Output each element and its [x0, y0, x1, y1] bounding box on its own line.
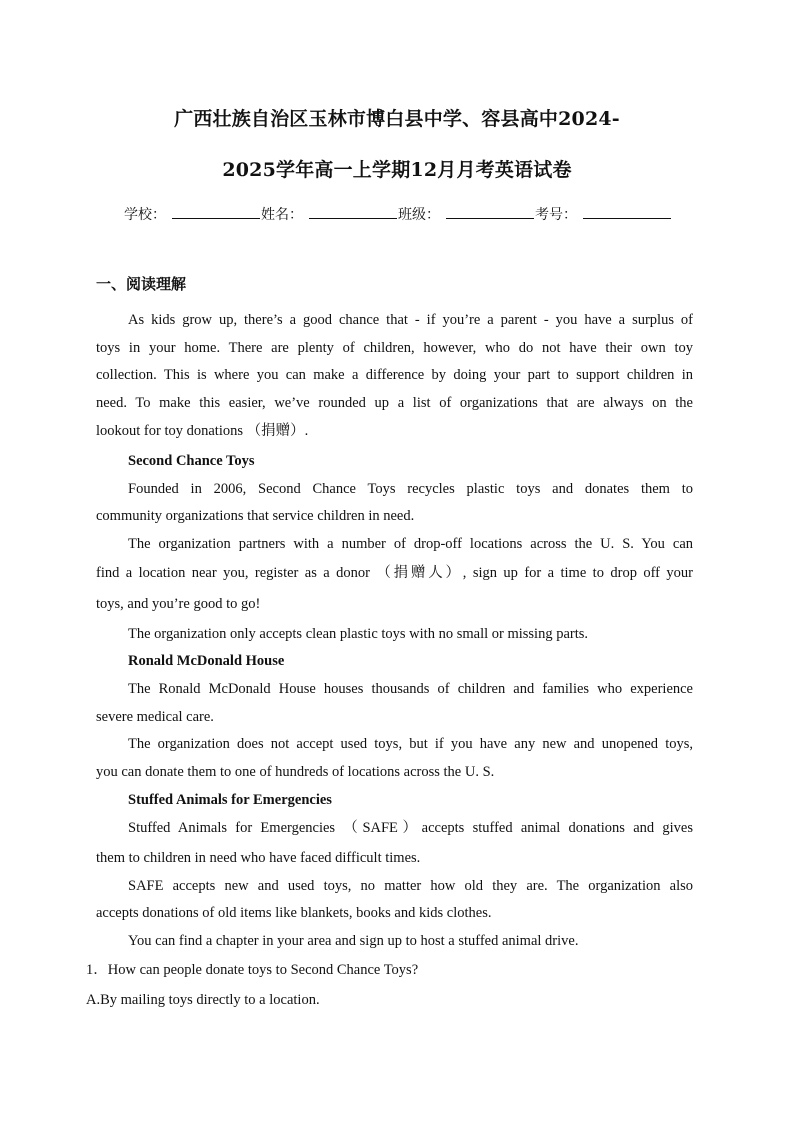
class-label: 班级：: [398, 207, 440, 223]
school-blank[interactable]: [172, 204, 260, 219]
passage-line: As kids grow up, there’s a good chance that - if you’re a parent - you have a surplus of: [128, 312, 693, 328]
exam-title-line2: 2025学年高一上学期12月月考英语试卷: [222, 159, 572, 181]
class-blank[interactable]: [446, 204, 534, 219]
subheading-second-chance-toys: Second Chance Toys: [128, 453, 255, 469]
student-info-row: [124, 204, 672, 224]
exam-number-label: 考号：: [535, 207, 577, 223]
passage-line: find a location near you, register as a donor （捐赠人）, sign up for a time to drop off your: [96, 565, 693, 581]
passage-line: toys, and you’re good to go!: [96, 596, 261, 612]
passage-line: toys in your home. There are plenty of children, however, who do not have their own toy: [96, 340, 693, 356]
school-label: 学校：: [124, 207, 166, 223]
passage-line: them to children in need who have faced difficult times.: [96, 850, 421, 866]
name-label: 姓名：: [261, 207, 303, 223]
subheading-stuffed-animals: Stuffed Animals for Emergencies: [128, 792, 332, 808]
passage-line: need. To make this easier, we’ve rounded up a list of organizations that are always on the: [96, 395, 693, 411]
passage-line: You can find a chapter in your area and sign up to host a stuffed animal drive.: [128, 933, 579, 949]
exam-title-line1: 广西壮族自治区玉林市博白县中学、容县高中2024-: [174, 108, 620, 130]
passage-line: lookout for toy donations （捐赠）.: [96, 423, 309, 439]
passage-line: Founded in 2006, Second Chance Toys recycles plastic toys and donates them to: [128, 481, 693, 497]
subheading-ronald-mcdonald-house: Ronald McDonald House: [128, 653, 285, 669]
passage-line: SAFE accepts new and used toys, no matter how old they are. The organization also: [128, 878, 693, 894]
exam-number-blank[interactable]: [583, 204, 671, 219]
question-1-option-a[interactable]: A.By mailing toys directly to a location.: [86, 992, 320, 1008]
name-blank[interactable]: [309, 204, 397, 219]
question-1-stem: 1．How can people donate toys to Second Chance Toys?: [86, 962, 419, 978]
section-heading-reading: 一、阅读理解: [96, 275, 187, 293]
passage-line: severe medical care.: [96, 709, 214, 725]
passage-line: community organizations that service children in need.: [96, 508, 415, 524]
passage-line: collection. This is where you can make a difference by doing your part to support children in: [96, 367, 693, 383]
passage-line: Stuffed Animals for Emergencies （SAFE）accepts stuffed animal donations and gives: [128, 820, 693, 836]
passage-line: accepts donations of old items like blankets, books and kids clothes.: [96, 905, 492, 921]
passage-line: The Ronald McDonald House houses thousands of children and families who experience: [128, 681, 693, 697]
passage-line: The organization does not accept used toys, but if you have any new and unopened toys,: [128, 736, 693, 752]
passage-line: The organization partners with a number of drop-off locations across the U. S. You can: [128, 536, 693, 552]
passage-line: The organization only accepts clean plastic toys with no small or missing parts.: [128, 626, 589, 642]
passage-line: you can donate them to one of hundreds of locations across the U. S.: [96, 764, 495, 780]
